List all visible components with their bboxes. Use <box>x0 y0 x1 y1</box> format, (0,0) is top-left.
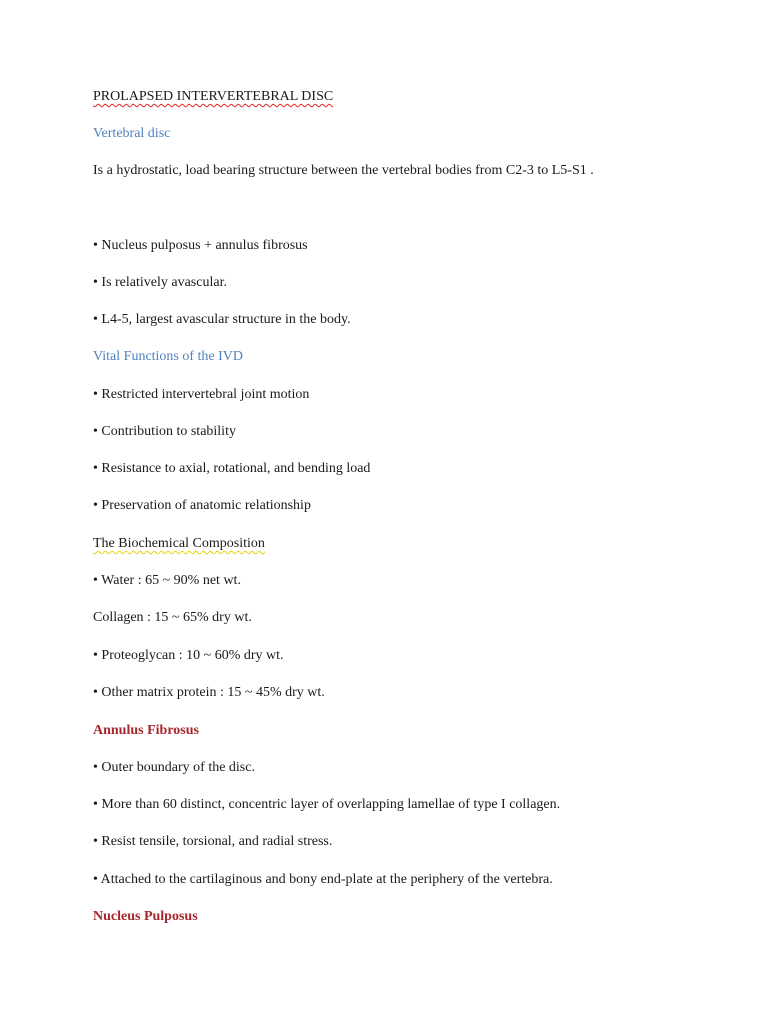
list-item: • More than 60 distinct, concentric layer of overlapping lamellae of type I collagen. <box>93 797 561 812</box>
list-item: • Other matrix protein : 15 ~ 45% dry wt. <box>93 685 325 700</box>
list-item: • Resistance to axial, rotational, and bending load <box>93 461 371 476</box>
heading-annulus-fibrosus: Annulus Fibrosus <box>93 723 199 738</box>
list-item: • Is relatively avascular. <box>93 275 227 290</box>
heading-vertebral-disc: Vertebral disc <box>93 126 171 141</box>
list-item: Collagen : 15 ~ 65% dry wt. <box>93 610 252 625</box>
list-item: • Preservation of anatomic relationship <box>93 498 311 513</box>
page-title: PROLAPSED INTERVERTEBRAL DISC <box>93 89 334 104</box>
list-item: • Water : 65 ~ 90% net wt. <box>93 573 241 588</box>
list-item: • Proteoglycan : 10 ~ 60% dry wt. <box>93 648 284 663</box>
list-item: • Nucleus pulposus + annulus fibrosus <box>93 238 308 253</box>
list-item: • L4-5, largest avascular structure in the body. <box>93 312 351 327</box>
heading-vital-functions: Vital Functions of the IVD <box>93 349 244 364</box>
list-item: • Restricted intervertebral joint motion <box>93 387 310 402</box>
list-item: • Resist tensile, torsional, and radial stress. <box>93 834 333 849</box>
list-item: • Outer boundary of the disc. <box>93 760 255 775</box>
list-item: • Attached to the cartilaginous and bony end-plate at the periphery of the vertebra. <box>93 872 553 887</box>
intro-paragraph: Is a hydrostatic, load bearing structure between the vertebral bodies from C2-3 to L5-S1 . <box>93 163 594 178</box>
heading-nucleus-pulposus: Nucleus Pulposus <box>93 909 198 924</box>
heading-biochemical-composition: The Biochemical Composition <box>93 536 265 551</box>
list-item: • Contribution to stability <box>93 424 236 439</box>
